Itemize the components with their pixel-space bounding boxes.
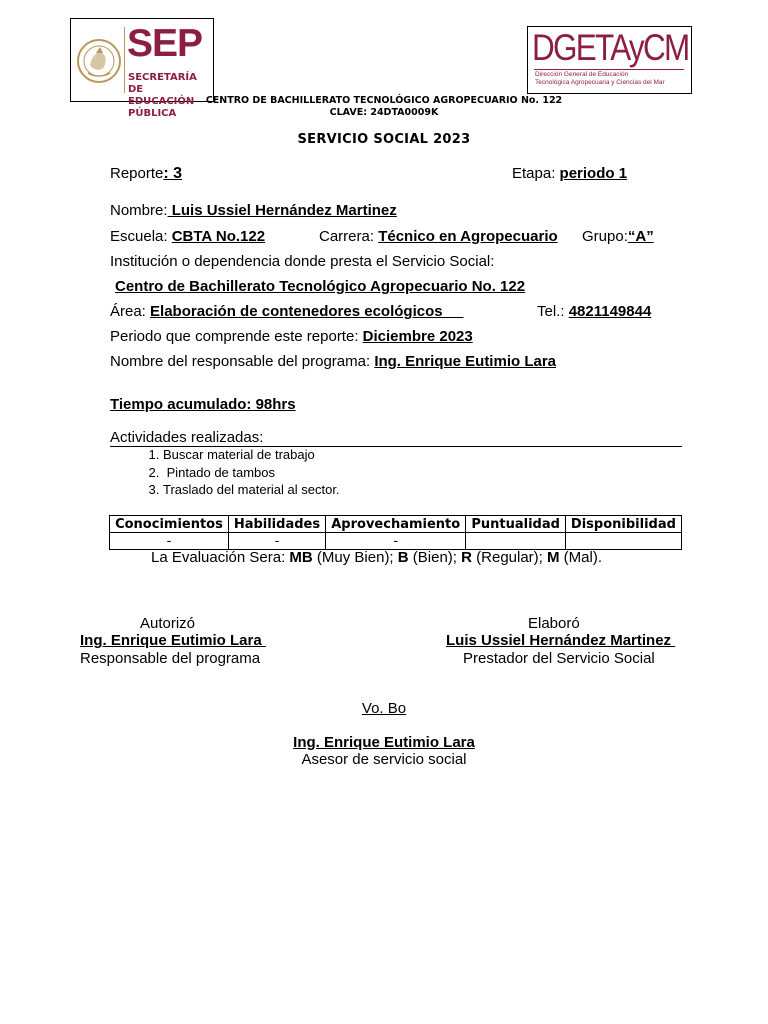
legend-b-text: (Bien); (408, 549, 462, 566)
reporte-value: : 3 (163, 165, 183, 182)
evaluation-header-row (110, 516, 682, 533)
elaboro-role: Prestador del Servicio Social (463, 650, 655, 667)
vobo-name: Ing. Enrique Eutimio Lara (293, 734, 475, 751)
reporte-line (110, 165, 182, 183)
value-aprovechamiento: - (325, 533, 466, 550)
institucion-label: Institución o dependencia donde presta el Servicio Social: (110, 253, 495, 270)
vobo-title: Vo. Bo (361, 700, 407, 717)
document-title: SERVICIO SOCIAL 2023 (297, 132, 471, 147)
value-puntualidad (466, 533, 565, 550)
periodo-value: Diciembre 2023 (362, 328, 473, 345)
value-habilidades: - (228, 533, 325, 550)
value-disponibilidad (565, 533, 681, 550)
tel-line (537, 303, 651, 320)
nombre-value: Luis Ussiel Hernández Martinez (167, 202, 397, 219)
sep-logo (70, 18, 214, 119)
etapa-value: periodo 1 (559, 165, 628, 182)
header-disponibilidad: Disponibilidad (565, 516, 681, 533)
evaluation-table (109, 515, 682, 550)
school-name: CENTRO DE BACHILLERATO TECNOLÓGICO AGROPECUARIO No. 122 (205, 95, 563, 106)
legend-m-text: (Mal). (559, 549, 603, 566)
sep-subtitle-line1: SECRETARÍA DE (128, 72, 197, 95)
vobo-role: Asesor de servicio social (301, 751, 467, 768)
etapa-line (512, 165, 627, 182)
nombre-label: Nombre: (110, 202, 168, 219)
responsable-label: Nombre del responsable del programa: (110, 353, 375, 370)
legend-b: B (397, 549, 409, 566)
periodo-label: Periodo que comprende este reporte: (110, 328, 363, 345)
nombre-line (110, 202, 397, 219)
elaboro-title: Elaboró (528, 615, 580, 632)
sep-logo-text: SEP (127, 22, 203, 65)
area-line (110, 303, 463, 320)
activities-list (140, 446, 340, 499)
dgeta-logo-subtitle (535, 71, 665, 87)
escuela-value: CBTA No.122 (171, 228, 266, 245)
dgeta-logo (527, 26, 692, 94)
carrera-label: Carrera: (319, 228, 379, 245)
tel-value: 4821149844 (568, 303, 652, 320)
escuela-line (110, 228, 265, 245)
grupo-line (582, 228, 654, 245)
header-habilidades: Habilidades (228, 516, 325, 533)
mexican-eagle-seal-icon (76, 25, 122, 93)
area-label: Área: (110, 303, 151, 320)
value-conocimientos: - (110, 533, 229, 550)
autorizo-title: Autorizó (140, 615, 196, 632)
legend-prefix: La Evaluación Sera: (151, 549, 290, 566)
evaluation-legend (151, 549, 602, 566)
escuela-label: Escuela: (110, 228, 172, 245)
grupo-label: Grupo: (582, 228, 628, 245)
institucion-value: Centro de Bachillerato Tecnológico Agropecuario No. 122 (115, 278, 526, 295)
activity-item: 3. Traslado del material al sector. (163, 481, 340, 499)
legend-r-text: (Regular); (471, 549, 548, 566)
carrera-line (319, 228, 558, 245)
dgeta-subtitle-line1: Dirección General de Educación (535, 71, 629, 78)
dgeta-logo-rule (534, 69, 684, 70)
carrera-value: Técnico en Agropecuario (378, 228, 558, 245)
periodo-line (110, 328, 473, 345)
legend-mb-text: (Muy Bien); (312, 549, 398, 566)
header-conocimientos: Conocimientos (110, 516, 229, 533)
legend-r: R (461, 549, 472, 566)
grupo-value: “A” (627, 228, 654, 245)
responsable-line (110, 353, 556, 370)
activity-item: 2. Pintado de tambos (163, 464, 340, 482)
legend-mb: MB (289, 549, 313, 566)
dgeta-subtitle-line2: Tecnológica Agropecuaria y Ciencias del Mar (535, 79, 665, 86)
tel-label: Tel.: (537, 303, 569, 320)
area-value: Elaboración de contenedores ecológicos (150, 303, 464, 320)
logo-divider (124, 27, 125, 93)
school-clave: CLAVE: 24DTA0009K (329, 107, 439, 118)
header-puntualidad: Puntualidad (466, 516, 565, 533)
sep-subtitle-line2: EDUCACIÓN PÚBLICA (128, 96, 195, 119)
evaluation-value-row (110, 533, 682, 550)
actividades-label: Actividades realizadas: (110, 429, 682, 447)
tiempo-acumulado: Tiempo acumulado: 98hrs (110, 396, 296, 413)
reporte-label: Reporte (110, 165, 164, 182)
autorizo-name: Ing. Enrique Eutimio Lara (80, 632, 266, 649)
etapa-label: Etapa: (512, 165, 560, 182)
dgeta-logo-text: DGETAyCM (532, 27, 689, 68)
legend-m: M (547, 549, 560, 566)
autorizo-role: Responsable del programa (80, 650, 261, 667)
elaboro-name: Luis Ussiel Hernández Martinez (446, 632, 676, 649)
header-aprovechamiento: Aprovechamiento (325, 516, 466, 533)
responsable-value: Ing. Enrique Eutimio Lara (374, 353, 556, 370)
activity-item: 1. Buscar material de trabajo (163, 446, 340, 464)
